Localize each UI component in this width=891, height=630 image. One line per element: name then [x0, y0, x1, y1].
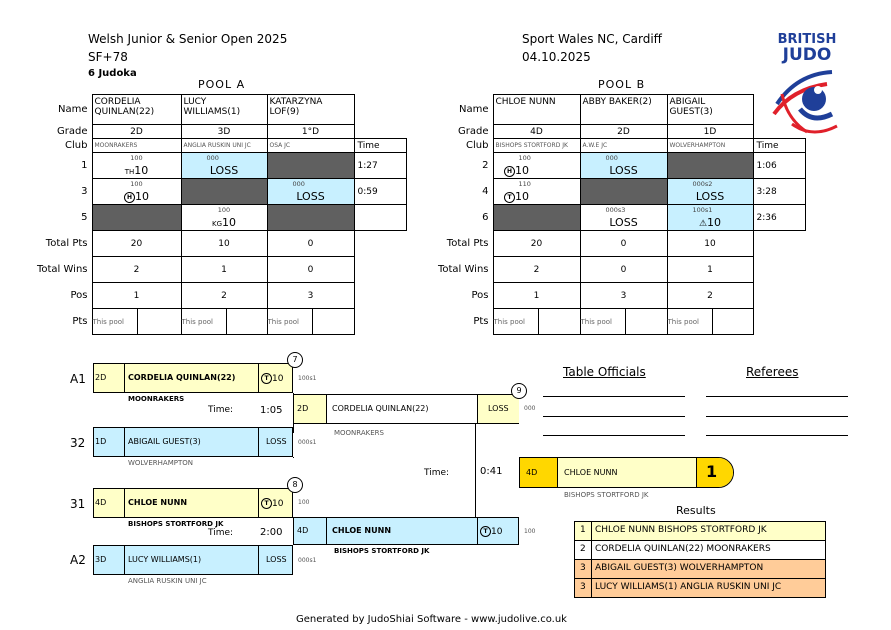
score-main: LOSS	[695, 190, 725, 203]
pool-b-grade-1: 4D	[493, 125, 580, 139]
pool-a-grade-3: 1°D	[267, 125, 354, 139]
logo-text-line1: BRITISH	[777, 32, 837, 47]
this-pool-label: This pool	[580, 317, 612, 326]
winner-place: 1	[706, 462, 718, 481]
pool-b-time-header: Time	[753, 139, 805, 153]
referees-heading: Referees	[746, 365, 799, 379]
competitor-name: CORDELIA QUINLAN(22)	[332, 404, 429, 413]
pool-b-pts-3	[667, 309, 753, 335]
seed-label: 32	[70, 436, 86, 450]
match-time: 1:05	[260, 405, 283, 416]
pool-a-pos-2: 2	[181, 283, 267, 309]
pool-b-pos-2: 3	[580, 283, 667, 309]
pool-a-total-wins-1: 2	[92, 257, 181, 283]
score-top: 110	[518, 180, 531, 188]
pool-a-grade-1: 2D	[92, 125, 181, 139]
pool-a-club-3: OSA JC	[267, 139, 354, 153]
grade: 1D	[95, 437, 107, 446]
grade: 2D	[95, 373, 107, 382]
pool-b-pos-3: 2	[667, 283, 753, 309]
score: LOSS	[266, 437, 287, 446]
row-label-grade: Grade	[57, 126, 88, 137]
row-label-total-pts: Total Pts	[446, 238, 489, 249]
score: LOSS	[488, 404, 509, 413]
pool-b-total-pts-3: 10	[667, 231, 753, 257]
pool-b-time-1: 1:06	[753, 153, 805, 179]
pool-a-total-pts-3: 0	[267, 231, 354, 257]
pool-b-score-1-1	[493, 153, 580, 179]
pool-b-club-1: BISHOPS STORTFORD JK	[493, 139, 580, 153]
pool-a-time-header: Time	[354, 139, 406, 153]
score-main: 10	[515, 190, 529, 203]
row-label-name: Name	[57, 104, 88, 115]
row-label-total-wins: Total Wins	[36, 264, 88, 275]
pool-a-row-num-3: 5	[81, 212, 88, 223]
sf2-competitor-a	[93, 488, 293, 518]
pool-a-title: POOL A	[198, 78, 246, 91]
result-place: 3	[580, 563, 586, 573]
pool-b-score-1-3	[667, 153, 753, 179]
pool-a-pts-3	[267, 309, 354, 335]
pool-a-row-num-2: 3	[81, 186, 88, 197]
final-competitor-a	[293, 394, 519, 424]
grade: 3D	[95, 555, 107, 564]
pool-a-time-3	[354, 205, 406, 231]
shido-icon: T	[261, 373, 272, 384]
pool-a-total-wins-3: 0	[267, 257, 354, 283]
this-pool-label: This pool	[667, 317, 699, 326]
pool-b-name-1: CHLOE NUNN	[493, 95, 580, 125]
pool-a-grade-2: 3D	[181, 125, 267, 139]
pool-a-name-2: LUCY WILLIAMS(1)	[181, 95, 267, 125]
pool-b-name-3: ABIGAIL GUEST(3)	[667, 95, 753, 125]
pool-b-row-num-3: 6	[482, 212, 489, 223]
club: MOONRAKERS	[128, 395, 185, 403]
score-note: 000s1	[298, 439, 317, 446]
pool-b-title: POOL B	[598, 78, 646, 91]
pool-a-time-1: 1:27	[354, 153, 406, 179]
grade: 4D	[526, 468, 538, 477]
sf2-competitor-b	[93, 545, 293, 575]
pool-a-pts-1	[92, 309, 181, 335]
competitor-name: CHLOE NUNN	[128, 498, 188, 507]
competitor-name: LUCY WILLIAMS(1)	[128, 555, 202, 564]
results-table	[574, 521, 826, 598]
pool-b-score-2-3	[667, 179, 753, 205]
pool-a-name-1: CORDELIA QUINLAN(22)	[92, 95, 181, 125]
result-row	[575, 522, 825, 541]
row-label-pos: Pos	[70, 290, 88, 301]
result-text: ABIGAIL GUEST(3) WOLVERHAMPTON	[595, 563, 764, 573]
score-note: 000s1	[298, 557, 317, 564]
score-main: LOSS	[609, 216, 638, 229]
pool-a-pos-1: 1	[92, 283, 181, 309]
pool-b-score-2-2	[580, 179, 667, 205]
score-top: 000	[292, 180, 305, 188]
score-note: 100	[524, 528, 536, 535]
final-competitor-b	[293, 517, 519, 545]
score: LOSS	[266, 555, 287, 564]
pool-b-score-2-1	[493, 179, 580, 205]
pool-a-score-1-2	[181, 153, 267, 179]
event-title: Welsh Junior & Senior Open 2025	[88, 32, 288, 46]
match-time: 0:41	[480, 466, 503, 477]
table-officials-heading: Table Officials	[563, 365, 646, 379]
hansoku-icon: H	[124, 192, 135, 203]
club: WOLVERHAMPTON	[128, 459, 193, 467]
this-pool-label: This pool	[267, 317, 299, 326]
pool-a-score-2-2	[181, 179, 267, 205]
pool-a-pts-2	[181, 309, 267, 335]
pool-b-pts-1	[493, 309, 580, 335]
pool-a-score-3-1	[92, 205, 181, 231]
pool-a-score-2-1	[92, 179, 181, 205]
match-time: 2:00	[260, 527, 283, 538]
pool-b-pos-1: 1	[493, 283, 580, 309]
result-text: CORDELIA QUINLAN(22) MOONRAKERS	[595, 544, 771, 554]
this-pool-label: This pool	[493, 317, 525, 326]
sf1-competitor-a	[93, 363, 293, 393]
this-pool-label: This pool	[181, 317, 213, 326]
result-place: 1	[580, 525, 586, 535]
pool-a-club-2: ANGLIA RUSKIN UNI JC	[181, 139, 267, 153]
pool-b-grade-3: 1D	[667, 125, 753, 139]
club: BISHOPS STORTFORD JK	[334, 547, 430, 555]
pool-b-name-2: ABBY BAKER(2)	[580, 95, 667, 125]
score-note: 100	[298, 499, 310, 506]
pool-b-total-wins-1: 2	[493, 257, 580, 283]
pool-a-row-num-1: 1	[81, 160, 88, 171]
grade: 4D	[297, 526, 309, 535]
results-heading: Results	[676, 504, 716, 517]
score-top: 100	[130, 154, 143, 162]
pool-a-score-1-3	[267, 153, 354, 179]
score-top: 100	[518, 154, 531, 162]
score-top: 100s1	[692, 206, 713, 214]
result-place: 2	[580, 544, 586, 554]
pool-b-row-num-1: 2	[482, 160, 489, 171]
match-number: 7	[287, 352, 303, 368]
pool-a-total-pts-2: 10	[181, 231, 267, 257]
score-main: 10	[222, 216, 236, 229]
score-note: 000	[524, 405, 536, 412]
score-top: 000	[206, 154, 219, 162]
row-label-total-pts: Total Pts	[45, 238, 88, 249]
result-row	[575, 541, 825, 560]
club: MOONRAKERS	[334, 429, 384, 437]
seed-label: A1	[70, 372, 86, 386]
pool-b-pts-2	[580, 309, 667, 335]
club: BISHOPS STORTFORD JK	[564, 491, 649, 499]
judoka-count: 6 Judoka	[88, 68, 137, 79]
result-text: CHLOE NUNN BISHOPS STORTFORD JK	[595, 525, 767, 535]
time-label: Time:	[424, 468, 450, 478]
row-label-pos: Pos	[471, 290, 489, 301]
score-top: 100	[217, 206, 231, 214]
score-top: 100	[130, 180, 143, 188]
score: 10	[272, 374, 284, 384]
pool-b-score-1-2	[580, 153, 667, 179]
pool-a-table	[20, 94, 407, 335]
pool-b-grade-2: 2D	[580, 125, 667, 139]
pool-a-total-wins-2: 1	[181, 257, 267, 283]
competitor-name: CORDELIA QUINLAN(22)	[128, 373, 236, 382]
score-top: 000	[605, 154, 618, 162]
shido-icon: T	[261, 498, 272, 509]
score-main: 10	[515, 164, 529, 177]
winner-box	[519, 457, 734, 488]
category-label: SF+78	[88, 50, 128, 64]
pool-b-total-wins-3: 1	[667, 257, 753, 283]
pool-b-club-2: A.W.E JC	[580, 139, 667, 153]
pool-a-club-1: MOONRAKERS	[92, 139, 181, 153]
row-label-grade: Grade	[458, 126, 489, 137]
score-main: 10	[707, 216, 722, 229]
score-main: LOSS	[209, 164, 239, 177]
sf1-competitor-b	[93, 427, 293, 457]
score: 10	[491, 527, 503, 537]
club: BISHOPS STORTFORD JK	[128, 520, 224, 528]
competitor-name: CHLOE NUNN	[564, 468, 618, 477]
pool-b-club-3: WOLVERHAMPTON	[667, 139, 753, 153]
date-label: 04.10.2025	[522, 50, 591, 64]
result-place: 3	[580, 582, 586, 592]
this-pool-label: This pool	[92, 317, 124, 326]
grade: 2D	[297, 404, 309, 413]
score-top: 000s2	[692, 180, 713, 188]
pool-a-total-pts-1: 20	[92, 231, 181, 257]
result-row	[575, 560, 825, 579]
pool-b-total-wins-2: 0	[580, 257, 667, 283]
pool-b-table	[420, 94, 806, 335]
row-label-pts: Pts	[72, 316, 88, 327]
score-note: 100s1	[298, 375, 317, 382]
result-row	[575, 579, 825, 597]
logo-text-line2: JUDO	[782, 45, 832, 65]
club: ANGLIA RUSKIN UNI JC	[128, 577, 207, 585]
competitor-name: CHLOE NUNN	[332, 526, 392, 535]
result-text: LUCY WILLIAMS(1) ANGLIA RUSKIN UNI JC	[595, 582, 782, 592]
time-label: Time:	[208, 528, 234, 538]
grade: 4D	[95, 498, 107, 507]
pool-b-row-num-2: 4	[482, 186, 489, 197]
score-prefix: KG	[211, 220, 222, 228]
shido-icon: T	[480, 526, 491, 537]
pool-a-score-3-2	[181, 205, 267, 231]
row-label-total-wins: Total Wins	[437, 264, 489, 275]
pool-b-score-3-3	[667, 205, 753, 231]
pool-b-score-3-1	[493, 205, 580, 231]
score-main: 10	[135, 190, 149, 203]
pool-a-score-2-3	[267, 179, 354, 205]
venue-label: Sport Wales NC, Cardiff	[522, 32, 662, 46]
row-label-name: Name	[458, 104, 489, 115]
footer-credit: Generated by JudoShiai Software - www.judolive.co.uk	[296, 614, 567, 625]
pool-b-score-3-2	[580, 205, 667, 231]
score: 10	[272, 499, 284, 509]
pool-b-total-pts-2: 0	[580, 231, 667, 257]
pool-b-time-3: 2:36	[753, 205, 805, 231]
pool-a-name-3: KATARZYNA LOF(9)	[267, 95, 354, 125]
seed-label: 31	[70, 497, 86, 511]
match-number: 8	[287, 477, 303, 493]
pool-b-time-2: 3:28	[753, 179, 805, 205]
time-label: Time:	[208, 405, 234, 415]
row-label-club: Club	[65, 140, 88, 151]
pool-b-total-pts-1: 20	[493, 231, 580, 257]
hansoku-icon: H	[504, 166, 515, 177]
score-main: 10	[134, 164, 149, 177]
pool-a-pos-3: 3	[267, 283, 354, 309]
score-main: LOSS	[609, 164, 638, 177]
shido-icon: T	[504, 192, 515, 203]
row-label-pts: Pts	[473, 316, 489, 327]
score-main: LOSS	[296, 190, 325, 203]
pool-a-score-1-1	[92, 153, 181, 179]
pool-a-score-3-3	[267, 205, 354, 231]
seed-label: A2	[70, 553, 86, 567]
warning-icon: ⚠	[698, 219, 708, 229]
row-label-club: Club	[466, 140, 489, 151]
match-number: 9	[511, 383, 527, 399]
score-prefix: TH	[124, 168, 135, 176]
pool-a-time-2: 0:59	[354, 179, 406, 205]
competitor-name: ABIGAIL GUEST(3)	[128, 437, 201, 446]
score-top: 000s3	[605, 206, 626, 214]
